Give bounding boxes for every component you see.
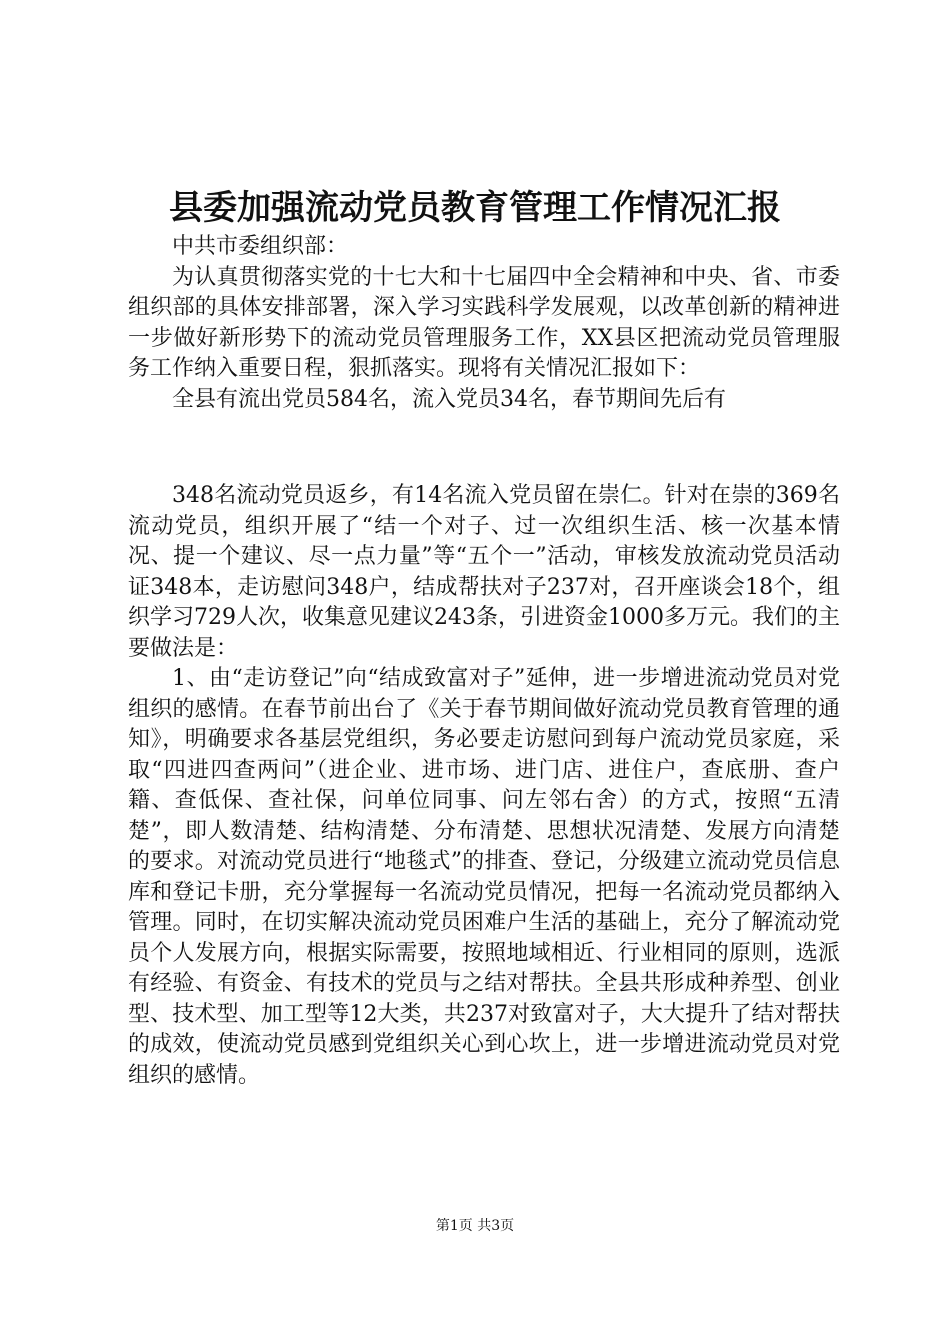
salutation: 中共市委组织部： bbox=[172, 234, 349, 259]
paragraph: 为认真贯彻落实党的十七大和十七届四中全会精神和中央、省、市委组织部的具体安排部署，深入学习实践科学发展观，以改革创新的精神进一步做好新形势下的流动党员管理服务工作，XX县区把流动党员管理服务工作纳入重要日程，狠抓落实。现将有关情况汇报如下： bbox=[128, 264, 840, 381]
document-body-bottom bbox=[128, 481, 840, 1091]
document-title: 县委加强流动党员教育管理工作情况汇报 bbox=[169, 188, 781, 228]
paragraph: 348名流动党员返乡，有14名流入党员留在崇仁。针对在崇的369名流动党员，组织开展了“结一个对子、过一次组织生活、核一次基本情况、提一个建议、尽一点力量”等“五个一”活动，审核发放流动党员活动证348本，走访慰问348户，结成帮扶对子237对，召开座谈会18个，组织学习729人次，收集意见建议243条，引进资金1000多万元。我们的主要做法是： bbox=[128, 483, 840, 661]
paragraph: 1、由“走访登记”向“结成致富对子”延伸，进一步增进流动党员对党组织的感情。在春节前出台了《关于春节期间做好流动党员教育管理的通知》，明确要求各基层党组织，务必要走访慰问到每户流动党员家庭，采取“四进四查两问”（进企业、进市场、进门店、进住户，查底册、查户籍、查低保、查社保，问单位同事、问左邻右舍）的方式，按照“五清楚”，即人数清楚、结构清楚、分布清楚、思想状况清楚、发展方向清楚的要求。对流动党员进行“地毯式”的排查、登记，分级建立流动党员信息库和登记卡册，充分掌握每一名流动党员情况，把每一名流动党员都纳入管理。同时，在切实解决流动党员困难户生活的基础上，充分了解流动党员个人发展方向，根据实际需要，按照地域相近、行业相同的原则，选派有经验、有资金、有技术的党员与之结对帮扶。全县共形成种养型、创业型、技术型、加工型等12大类，共237对致富对子，大大提升了结对帮扶的成效，使流动党员感到党组织关心到心坎上，进一步增进流动党员对党组织的感情。 bbox=[128, 666, 840, 1088]
page-number-footer: 第1页 共3页 bbox=[435, 1218, 515, 1234]
document-body-top bbox=[128, 232, 840, 415]
paragraph: 全县有流出党员584名，流入党员34名，春节期间先后有 bbox=[172, 386, 726, 412]
